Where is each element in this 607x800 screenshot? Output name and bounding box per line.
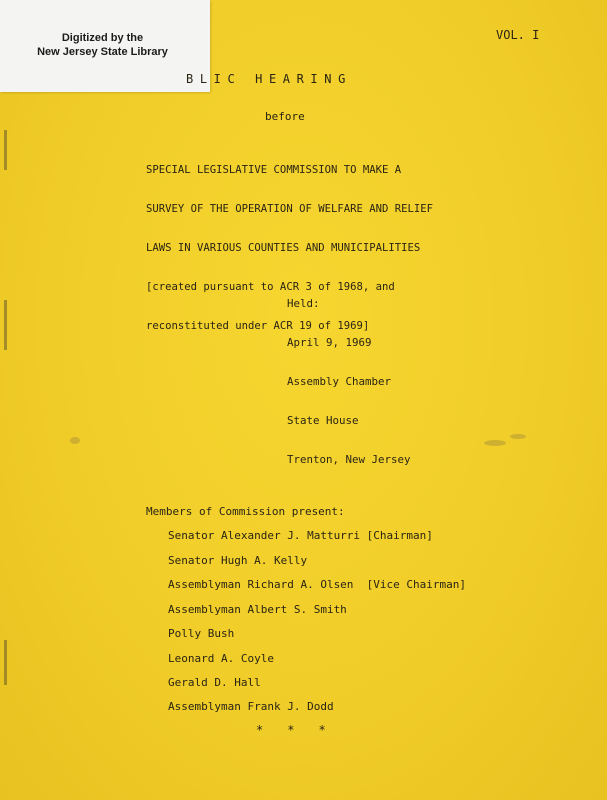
held-line: Held: <box>287 297 320 310</box>
volume-label: VOL. I <box>496 28 540 42</box>
commission-title-line: [created pursuant to ACR 3 of 1968, and <box>146 281 395 293</box>
library-stamp <box>0 0 210 92</box>
held-line: State House <box>287 414 359 427</box>
paper-stain <box>510 434 526 439</box>
paper-stain <box>70 437 80 444</box>
member-item: Assemblyman Frank J. Dodd <box>168 700 334 713</box>
paper-stain <box>484 440 506 446</box>
stamp-line-1: Digitized by the <box>61 32 144 44</box>
member-item: Senator Hugh A. Kelly <box>168 554 308 567</box>
member-item: Polly Bush <box>168 627 235 640</box>
member-item: Leonard A. Coyle <box>168 652 274 665</box>
commission-title-line: LAWS IN VARIOUS COUNTIES AND MUNICIPALITIES <box>146 242 421 254</box>
commission-title-line: reconstituted under ACR 19 of 1969] <box>146 320 370 332</box>
members-title: Members of Commission present: <box>146 505 345 518</box>
member-item: Assemblyman Richard A. Olsen [Vice Chairman] <box>168 578 467 591</box>
before-label: before <box>265 110 305 123</box>
member-item: Senator Alexander J. Matturri [Chairman] <box>168 529 433 542</box>
held-line: April 9, 1969 <box>287 336 372 349</box>
commission-title-line: SPECIAL LEGISLATIVE COMMISSION TO MAKE A <box>146 164 402 176</box>
member-item: Assemblyman Albert S. Smith <box>168 603 347 616</box>
section-divider-stars: * * * <box>256 723 329 737</box>
stamp-line-2: New Jersey State Library <box>37 46 168 58</box>
edge-mark <box>4 640 7 685</box>
document-heading: BLIC HEARING <box>186 72 352 86</box>
held-line: Assembly Chamber <box>287 375 392 388</box>
edge-mark <box>4 300 7 350</box>
member-item: Gerald D. Hall <box>168 676 261 689</box>
held-details <box>287 271 411 492</box>
held-line: Trenton, New Jersey <box>287 453 411 466</box>
edge-mark <box>4 130 7 170</box>
commission-title-line: SURVEY OF THE OPERATION OF WELFARE AND RELIEF <box>146 203 434 215</box>
